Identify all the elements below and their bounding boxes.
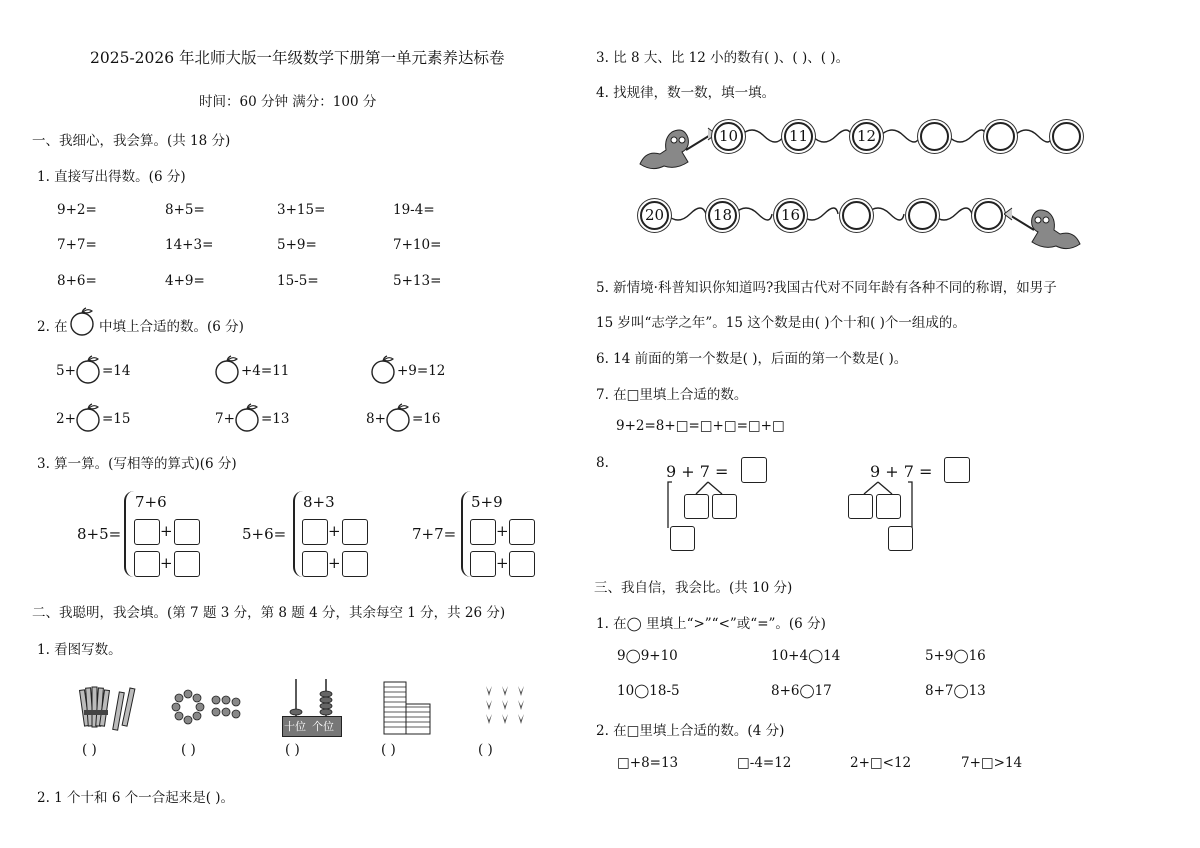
answer-box[interactable] <box>848 494 873 519</box>
pattern-circle-answer[interactable] <box>1052 122 1081 151</box>
q2-item-post: +4=11 <box>241 363 290 379</box>
abacus-label-ones: 个位 <box>312 720 334 733</box>
compare-item: 8+6◯17 <box>771 683 832 699</box>
answer-box[interactable] <box>712 494 737 519</box>
apple-icon <box>68 307 96 337</box>
calc-item: 7+7= <box>57 237 97 253</box>
pattern-circle-answer[interactable] <box>974 201 1003 230</box>
q2-item-pre: 2+ <box>56 411 76 427</box>
apple-icon <box>74 355 102 385</box>
s2-q7-title: 7. 在□里填上合适的数。 <box>596 387 748 403</box>
q2-item-post: =14 <box>102 363 131 379</box>
plants-image <box>478 684 528 734</box>
plus-sign: + <box>496 554 509 572</box>
answer-box[interactable] <box>134 551 160 577</box>
cubes-image <box>382 680 434 736</box>
q2-item-pre: 8+ <box>366 411 386 427</box>
q2-item-post: +9=12 <box>397 363 446 379</box>
q2-item-pre: 7+ <box>215 411 235 427</box>
plus-sign: + <box>160 522 173 540</box>
answer-box[interactable] <box>174 519 200 545</box>
plus-sign: + <box>328 522 341 540</box>
answer-blank[interactable]: ( ) <box>285 742 300 758</box>
s2-q4-title: 4. 找规律，数一数，填一填。 <box>596 85 776 101</box>
q2-item-post: =15 <box>102 411 131 427</box>
answer-box[interactable] <box>888 526 913 551</box>
calc-item: 19-4= <box>393 202 435 218</box>
pattern-circle: 11 <box>784 122 813 151</box>
s2-q2: 2. 1 个十和 6 个一合起来是( )。 <box>37 790 235 806</box>
fill-item: 7+□>14 <box>961 755 1023 771</box>
q2-item-post: =13 <box>261 411 290 427</box>
calc-item: 7+10= <box>393 237 442 253</box>
plus-sign: + <box>160 554 173 572</box>
s2-q5-line1: 5. 新情境·科普知识你知道吗?我国古代对不同年龄有各种不同的称谓，如男子 <box>596 280 1057 296</box>
s2-q5-line2: 15 岁叫“志学之年”。15 这个数是由( )个十和( )个一组成的。 <box>596 315 966 331</box>
sticks-bundle-image <box>76 684 138 732</box>
fill-item: □-4=12 <box>737 755 792 771</box>
answer-box[interactable] <box>302 551 328 577</box>
s2-q6: 6. 14 前面的第一个数是( )，后面的第一个数是( )。 <box>596 351 908 367</box>
compare-item: 8+7◯13 <box>925 683 986 699</box>
pattern-circle: 20 <box>640 201 669 230</box>
q8-expr: 9 + 7 = <box>870 462 933 481</box>
pattern-circle: 12 <box>852 122 881 151</box>
q3-title: 3. 算一算。(写相等的算式)(6 分) <box>37 456 237 472</box>
calc-item: 9+2= <box>57 202 97 218</box>
compare-item: 10+4◯14 <box>771 648 841 664</box>
s3-q2-title: 2. 在□里填上合适的数。(4 分) <box>596 723 785 739</box>
answer-box[interactable] <box>342 519 368 545</box>
apple-icon <box>384 403 412 433</box>
abacus-label-tens: 十位 <box>284 720 306 733</box>
apple-icon <box>74 403 102 433</box>
answer-blank[interactable]: ( ) <box>181 742 196 758</box>
compare-item: 9◯9+10 <box>617 648 678 664</box>
calc-item: 15-5= <box>277 273 319 289</box>
page-title: 2025-2026 年北师大版一年级数学下册第一单元素养达标卷 <box>90 49 505 67</box>
q3-top: 7+6 <box>135 493 167 511</box>
apple-icon <box>213 355 241 385</box>
section1-heading: 一、我细心，我会算。(共 18 分) <box>32 133 231 149</box>
answer-box[interactable] <box>944 457 970 483</box>
q3-top: 8+3 <box>303 493 335 511</box>
answer-blank[interactable]: ( ) <box>82 742 97 758</box>
answer-box[interactable] <box>741 457 767 483</box>
apple-icon <box>233 403 261 433</box>
q1-title: 1. 直接写出得数。(6 分) <box>37 169 186 185</box>
q3-lhs: 7+7= <box>412 525 457 543</box>
answer-box[interactable] <box>670 526 695 551</box>
pattern-circle: 10 <box>714 122 743 151</box>
fill-item: 2+□<12 <box>850 755 912 771</box>
s3-q1-title: 1. 在◯ 里填上“>”“<”或“=”。(6 分) <box>596 616 826 632</box>
abacus-rods <box>282 679 340 719</box>
answer-box[interactable] <box>509 551 535 577</box>
pattern-string-2 <box>640 196 1010 232</box>
abacus-image <box>282 679 340 735</box>
compare-item: 5+9◯16 <box>925 648 986 664</box>
calc-item: 8+5= <box>165 202 205 218</box>
answer-box[interactable] <box>470 551 496 577</box>
calc-item: 4+9= <box>165 273 205 289</box>
calc-item: 8+6= <box>57 273 97 289</box>
q2-item-pre: 5+ <box>56 363 76 379</box>
answer-box[interactable] <box>684 494 709 519</box>
apple-icon <box>369 355 397 385</box>
pattern-circle-answer[interactable] <box>908 201 937 230</box>
pattern-circle-answer[interactable] <box>920 122 949 151</box>
calc-item: 3+15= <box>277 202 326 218</box>
q2-title-a: 2. 在 <box>37 319 68 335</box>
fill-item: □+8=13 <box>617 755 679 771</box>
section2-heading: 二、我聪明，我会填。(第 7 题 3 分，第 8 题 4 分，其余每空 1 分，共 26 分) <box>32 605 506 621</box>
answer-blank[interactable]: ( ) <box>478 742 493 758</box>
q3-top: 5+9 <box>471 493 503 511</box>
compare-item: 10◯18-5 <box>617 683 680 699</box>
beads-image <box>170 688 244 728</box>
pattern-circle-answer[interactable] <box>842 201 871 230</box>
answer-box[interactable] <box>134 519 160 545</box>
calc-item: 5+9= <box>277 237 317 253</box>
pattern-string-1 <box>700 118 1090 154</box>
pattern-circle-answer[interactable] <box>986 122 1015 151</box>
q3-lhs: 5+6= <box>242 525 287 543</box>
exam-meta: 时间：60 分钟 满分：100 分 <box>199 94 377 110</box>
answer-box[interactable] <box>174 551 200 577</box>
answer-blank[interactable]: ( ) <box>381 742 396 758</box>
calc-item: 14+3= <box>165 237 214 253</box>
pattern-circle: 16 <box>776 201 805 230</box>
monkey-icon <box>1004 196 1084 256</box>
answer-box[interactable] <box>470 519 496 545</box>
plus-sign: + <box>328 554 341 572</box>
answer-box[interactable] <box>342 551 368 577</box>
s2-q8-label: 8. <box>596 455 609 471</box>
s2-q1-title: 1. 看图写数。 <box>37 642 122 658</box>
answer-box[interactable] <box>876 494 901 519</box>
q8-expr: 9 + 7 = <box>666 462 729 481</box>
section3-heading: 三、我自信，我会比。(共 10 分) <box>594 580 793 596</box>
s2-q7-expr: 9+2=8+□=□+□=□+□ <box>616 418 785 434</box>
brace <box>124 491 134 577</box>
s2-q3: 3. 比 8 大、比 12 小的数有( )、( )、( )。 <box>596 50 850 66</box>
plus-sign: + <box>496 522 509 540</box>
answer-box[interactable] <box>302 519 328 545</box>
calc-item: 5+13= <box>393 273 442 289</box>
q3-lhs: 8+5= <box>77 525 122 543</box>
q2-item-post: =16 <box>412 411 441 427</box>
pattern-circle: 18 <box>708 201 737 230</box>
answer-box[interactable] <box>509 519 535 545</box>
q2-title-b: 中填上合适的数。(6 分) <box>99 319 244 335</box>
